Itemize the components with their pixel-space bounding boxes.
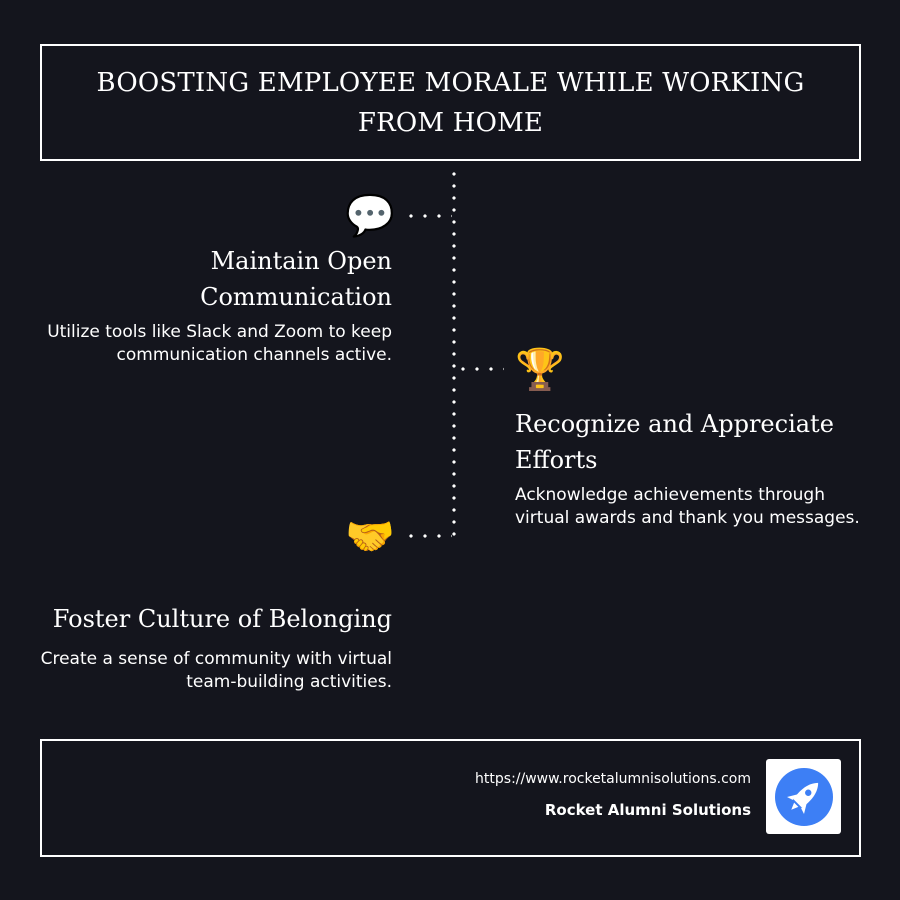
timeline-spine [452, 168, 456, 540]
step-desc-recognize: Acknowledge achievements through virtual awards and thank you messages. [515, 485, 860, 528]
connector-step-2 [456, 367, 504, 371]
page-title: BOOSTING EMPLOYEE MORALE WHILE WORKING FROM HOME [96, 67, 805, 138]
step-title-recognize: Recognize and Appreciate Efforts [515, 410, 834, 474]
step-title-communication: Maintain Open Communication [200, 247, 392, 311]
speech-bubble-icon: 💬 [345, 193, 395, 239]
handshake-icon: 🤝 [345, 514, 395, 560]
footer-company-name: Rocket Alumni Solutions [544, 801, 751, 819]
step-desc-belonging: Create a sense of community with virtual team-building activities. [40, 649, 392, 692]
step-title-belonging: Foster Culture of Belonging [52, 605, 392, 633]
connector-step-1 [404, 214, 452, 218]
connector-step-3 [404, 534, 452, 538]
title-box [40, 44, 861, 161]
rocket-logo-icon [766, 759, 841, 834]
footer [40, 739, 861, 857]
step-desc-communication: Utilize tools like Slack and Zoom to keep communication channels active. [47, 322, 392, 365]
footer-url[interactable]: https://www.rocketalumnisolutions.com [475, 771, 751, 787]
trophy-icon: 🏆 [515, 347, 565, 393]
